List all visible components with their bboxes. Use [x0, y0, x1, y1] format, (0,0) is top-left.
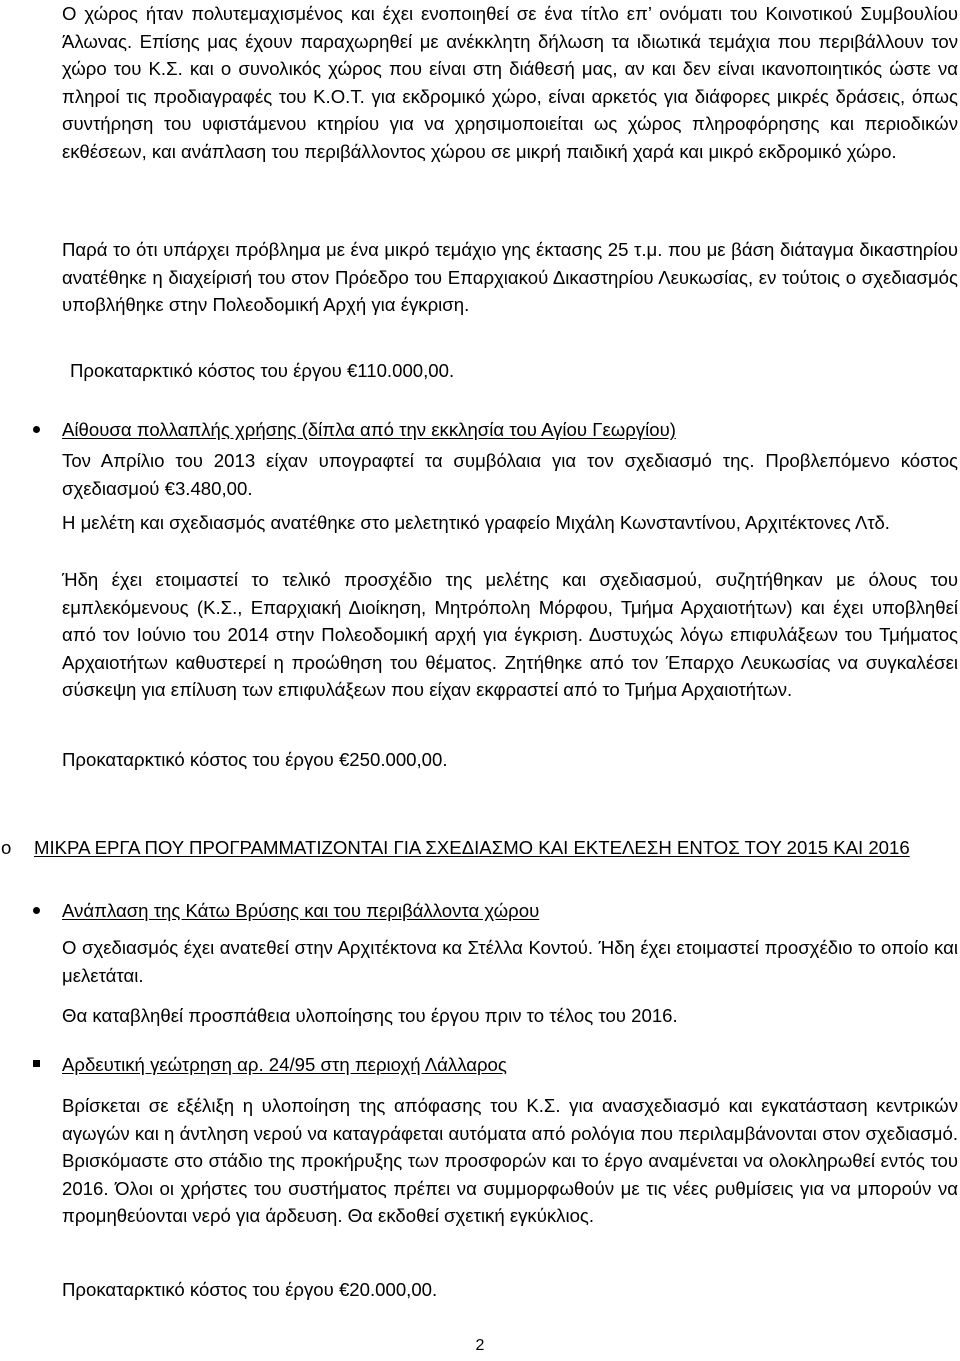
hall-cost: Προκαταρκτικό κόστος του έργου €250.000,00.	[62, 749, 448, 770]
bullet-dot-icon	[33, 426, 40, 433]
hall-paragraph-1: Τον Απρίλιο του 2013 είχαν υπογραφτεί τα συμβόλαια για τον σχεδιασμό της. Προβλεπόμενο κόστος σχεδιασμού €3.480,00.	[62, 450, 958, 499]
borehole-title: Αρδευτική γεώτρηση αρ. 24/95 στη περιοχή Λάλλαρος	[62, 1054, 507, 1075]
fountain-paragraph-1: Ο σχεδιασμός έχει ανατεθεί στην Αρχιτέκτονα κα Στέλλα Κοντού. Ήδη έχει ετοιμαστεί προσχέδιο το οποίο και μελετάται.	[62, 937, 958, 986]
fountain-title: Ανάπλαση της Κάτω Βρύσης και του περιβάλλοντα χώρου	[62, 900, 540, 921]
bullet-dot-icon	[33, 907, 40, 914]
fountain-paragraph-2: Θα καταβληθεί προσπάθεια υλοποίησης του έργου πριν το τέλος του 2016.	[62, 1005, 678, 1026]
intro-paragraph: Ο χώρος ήταν πολυτεμαχισμένος και έχει ενοποιηθεί σε ένα τίτλο επ’ ονόματι του Κοινοτικού Συμβουλίου Άλωνας. Επίσης μας έχουν παραχωρηθεί με ανέκκλητη δήλωση τα ιδιωτικά τεμάχια που περιβάλλουν τον χώρο του Κ.Σ. και ο συνολικός χώρος που είναι στη διάθεσή μας, αν και δεν είναι ικανοποιητικός ώστε να πληροί τις προδιαγραφές του Κ.Ο.Τ. για εκδρομικό χώρο, είναι αρκετός για διάφορες μικρές δράσεις, όπως συντήρηση του υφιστάμενου κτηρίου για να χρησιμοποιείται ως χώρος πληροφόρησης και περιοδικών εκθέσεων, και ανάπλαση του περιβάλλοντος χώρου σε μικρή παιδική χαρά και μικρό εκδρομικό χώρο.	[62, 3, 958, 162]
hall-paragraph-3: Ήδη έχει ετοιμαστεί το τελικό προσχέδιο της μελέτης και σχεδιασμού, συζητήθηκαν με όλους του εμπλεκόμενους (Κ.Σ., Επαρχιακή Διοίκηση, Μητρόπολη Μόρφου, Τμήμα Αρχαιοτήτων) και έχει υποβληθεί από τον Ιούνιο του 2014 στην Πολεοδομική αρχή για έγκριση. Δυστυχώς λόγω επιφυλάξεων του Τμήματος Αρχαιοτήτων καθυστερεί η προώθηση του θέματος. Ζητήθηκε από τον Έπαρχο Λευκωσίας να συγκαλέσει σύσκεψη για επίλυση των επιφυλάξεων που είχαν εκφραστεί από το Τμήμα Αρχαιοτήτων.	[62, 569, 958, 700]
borehole-paragraph: Βρίσκεται σε εξέλιξη η υλοποίηση της απόφασης του Κ.Σ. για ανασχεδιασμό και εγκατάσταση κεντρικών αγωγών και η άντληση νερού να καταγράφεται αυτόματα από ρολόγια που περιλαμβάνονται στον σχεδιασμό. Βρισκόμαστε στο στάδιο της προκήρυξης των προσφορών και το έργο αναμένεται να ολοκληρωθεί εντός του 2016. Όλοι οι χρήστες του συστήματος πρέπει να συμμορφωθούν με τις νέες ρυθμίσεις για να μπορούν να προμηθεύονται νερό για άρδευση. Θα εκδοθεί σχετική εγκύκλιος.	[62, 1095, 958, 1226]
hall-title: Αίθουσα πολλαπλής χρήσης (δίπλα από την εκκλησία του Αγίου Γεωργίου)	[62, 419, 676, 440]
borehole-cost: Προκαταρκτικό κόστος του έργου €20.000,00.	[62, 1279, 438, 1300]
square-bullet-icon	[33, 1060, 40, 1067]
circle-bullet-icon: o	[1, 837, 12, 858]
intro-paragraph-2: Παρά το ότι υπάρχει πρόβλημα με ένα μικρό τεμάχιο γης έκτασης 25 τ.μ. που με βάση διάταγμα δικαστηρίου ανατέθηκε η διαχείρισή του στον Πρόεδρο του Επαρχιακού Δικαστηρίου Λευκωσίας, εν τούτοις ο σχεδιασμός υποβλήθηκε στην Πολεοδομική Αρχή για έγκριση.	[62, 239, 958, 315]
small-works-heading: ΜΙΚΡΑ ΕΡΓΑ ΠΟΥ ΠΡΟΓΡΑΜΜΑΤΙΖΟΝΤΑΙ ΓΙΑ ΣΧΕΔΙΑΣΜΟ ΚΑΙ ΕΚΤΕΛΕΣΗ ΕΝΤΟΣ ΤΟΥ 2015 ΚΑΙ 2016	[34, 837, 910, 858]
hall-paragraph-2: Η μελέτη και σχεδιασμός ανατέθηκε στο μελετητικό γραφείο Μιχάλη Κωνσταντίνου, Αρχιτέκτονες Λτδ.	[62, 512, 890, 533]
page-number: 2	[475, 1337, 485, 1354]
intro-cost: Προκαταρκτικό κόστος του έργου €110.000,00.	[70, 360, 455, 381]
